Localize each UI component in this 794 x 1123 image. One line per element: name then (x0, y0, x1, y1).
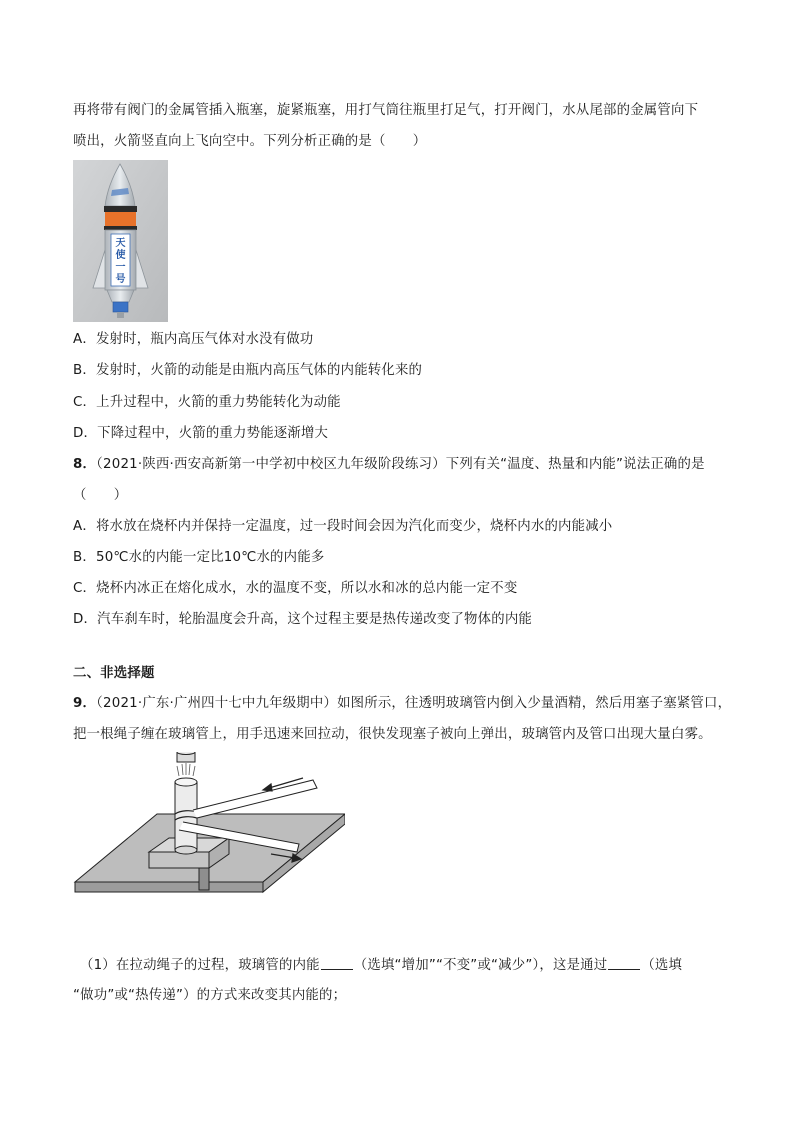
q9-stem-line-2: 把一根绳子缠在玻璃管上，用手迅速来回拉动，很快发现塞子被向上弹出，玻璃管内及管口出现大量白雾。 (73, 727, 712, 742)
q9-source: （2021·广东·广州四十七中九年级期中） (96, 696, 338, 711)
q9-number: 9． (73, 696, 97, 711)
q8-stem (73, 455, 705, 475)
q8-option-c: C．烧杯内冰正在熔化成水，水的温度不变，所以水和冰的总内能一定不变 (73, 581, 518, 596)
q9-stem-line-1 (73, 694, 731, 714)
intro-line-2: 喷出，火箭竖直向上飞向空中。下列分析正确的是（ ） (73, 134, 427, 149)
q9-sub1-line-1 (80, 955, 682, 976)
glass-tube-apparatus-diagram (73, 752, 345, 894)
q9-stem-text: 如图所示，往透明玻璃管内倒入少量酒精，然后用塞子塞紧管口， (337, 696, 732, 711)
q8-answer-bracket: （ ） (73, 488, 128, 503)
answer-blank[interactable] (321, 955, 353, 970)
q8-source: （2021·陕西·西安高新第一中学初中校区九年级阶段练习） (96, 457, 446, 472)
answer-blank[interactable] (608, 955, 640, 970)
q9-sub1-line-2: “做功”或“热传递”）的方式来改变其内能的； (73, 988, 347, 1003)
rocket-label-char: 使 (115, 250, 126, 261)
section-heading: 二、非选择题 (73, 666, 155, 681)
q8-option-a: A．将水放在烧杯内并保持一定温度，过一段时间会因为汽化而变少，烧杯内水的内能减小 (73, 519, 613, 534)
q8-stem-text: 下列有关“温度、热量和内能”说法正确的是 (445, 457, 705, 472)
q9-sub1-text-a: （1）在拉动绳子的过程，玻璃管的内能 (80, 958, 320, 973)
q9-sub1-text-c: （选填 (641, 958, 683, 973)
rocket-label-char: 一 (115, 262, 126, 273)
q8-option-b: B．50℃水的内能一定比10℃水的内能多 (73, 550, 325, 565)
rocket-label-char: 号 (115, 274, 126, 285)
q7-option-b: B．发射时，火箭的动能是由瓶内高压气体的内能转化来的 (73, 363, 423, 378)
q7-option-d: D．下降过程中，火箭的重力势能逐渐增大 (73, 426, 329, 441)
q7-option-c: C．上升过程中，火箭的重力势能转化为动能 (73, 395, 341, 410)
q8-option-d: D．汽车刹车时，轮胎温度会升高，这个过程主要是热传递改变了物体的内能 (73, 612, 532, 627)
water-rocket-photo (73, 160, 168, 322)
q7-option-a: A．发射时，瓶内高压气体对水没有做功 (73, 332, 314, 347)
intro-line-1: 再将带有阀门的金属管插入瓶塞，旋紧瓶塞，用打气筒往瓶里打足气，打开阀门，水从尾部的金属管向下 (73, 103, 699, 118)
q9-sub1-text-b: （选填“增加”“不变”或“减少”），这是通过 (353, 958, 608, 973)
rocket-label-char: 天 (115, 238, 126, 249)
q8-number: 8． (73, 457, 97, 472)
